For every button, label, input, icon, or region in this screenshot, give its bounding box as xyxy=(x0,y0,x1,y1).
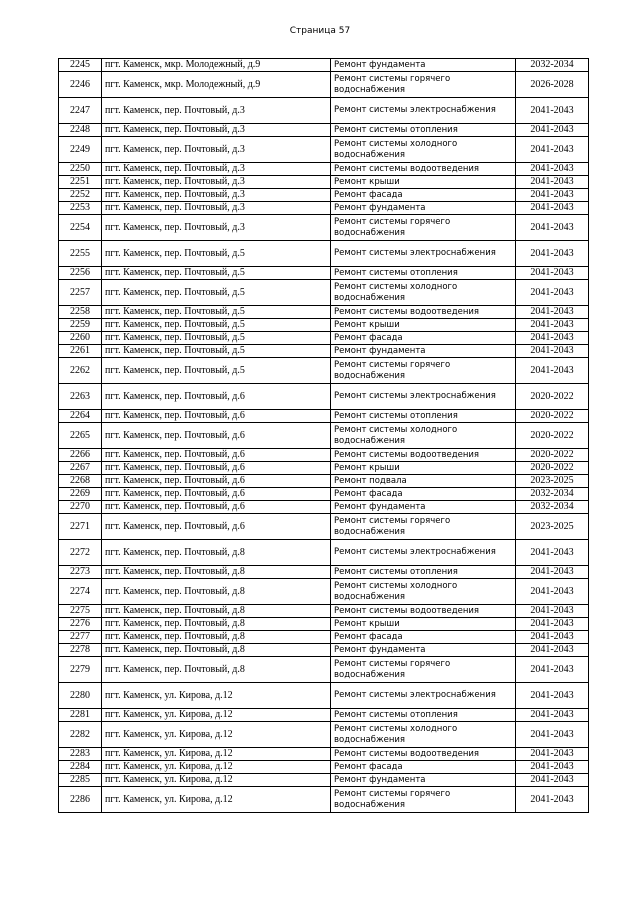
page-number-label: Страница 57 xyxy=(289,26,351,36)
work-type-cell: Ремонт системы электроснабжения xyxy=(331,98,516,124)
work-type-cell: Ремонт фундамента xyxy=(331,345,516,358)
table-row xyxy=(59,189,589,202)
row-number-cell: 2251 xyxy=(59,176,102,189)
table-row xyxy=(59,72,589,98)
address-cell: пгт. Каменск, ул. Кирова, д.12 xyxy=(102,774,331,787)
address-cell: пгт. Каменск, пер. Почтовый, д.3 xyxy=(102,124,331,137)
table-row xyxy=(59,358,589,384)
row-number-cell: 2273 xyxy=(59,566,102,579)
period-cell: 2041-2043 xyxy=(516,644,589,657)
row-number-cell: 2269 xyxy=(59,488,102,501)
row-number-cell: 2285 xyxy=(59,774,102,787)
table-row xyxy=(59,540,589,566)
period-cell: 2041-2043 xyxy=(516,761,589,774)
address-cell: пгт. Каменск, пер. Почтовый, д.6 xyxy=(102,423,331,449)
period-cell: 2041-2043 xyxy=(516,683,589,709)
work-type-cell: Ремонт системы холодного водоснабжения xyxy=(331,137,516,163)
period-cell: 2032-2034 xyxy=(516,488,589,501)
period-cell: 2020-2022 xyxy=(516,423,589,449)
period-cell: 2041-2043 xyxy=(516,722,589,748)
period-cell: 2041-2043 xyxy=(516,267,589,280)
address-cell: пгт. Каменск, пер. Почтовый, д.8 xyxy=(102,579,331,605)
period-cell: 2041-2043 xyxy=(516,748,589,761)
table-row xyxy=(59,761,589,774)
row-number-cell: 2281 xyxy=(59,709,102,722)
address-cell: пгт. Каменск, пер. Почтовый, д.5 xyxy=(102,306,331,319)
table-row xyxy=(59,501,589,514)
work-type-cell: Ремонт крыши xyxy=(331,176,516,189)
row-number-cell: 2257 xyxy=(59,280,102,306)
row-number-cell: 2267 xyxy=(59,462,102,475)
row-number-cell: 2280 xyxy=(59,683,102,709)
period-cell: 2020-2022 xyxy=(516,462,589,475)
table-row xyxy=(59,410,589,423)
row-number-cell: 2254 xyxy=(59,215,102,241)
row-number-cell: 2253 xyxy=(59,202,102,215)
period-cell: 2041-2043 xyxy=(516,241,589,267)
period-cell: 2041-2043 xyxy=(516,657,589,683)
table-row xyxy=(59,384,589,410)
row-number-cell: 2250 xyxy=(59,163,102,176)
table-row xyxy=(59,306,589,319)
table-row xyxy=(59,137,589,163)
period-cell: 2041-2043 xyxy=(516,774,589,787)
period-cell: 2041-2043 xyxy=(516,176,589,189)
work-type-cell: Ремонт системы водоотведения xyxy=(331,449,516,462)
work-type-cell: Ремонт системы горячего водоснабжения xyxy=(331,72,516,98)
address-cell: пгт. Каменск, пер. Почтовый, д.5 xyxy=(102,280,331,306)
address-cell: пгт. Каменск, пер. Почтовый, д.8 xyxy=(102,644,331,657)
period-cell: 2041-2043 xyxy=(516,280,589,306)
period-cell: 2041-2043 xyxy=(516,202,589,215)
period-cell: 2041-2043 xyxy=(516,98,589,124)
period-cell: 2032-2034 xyxy=(516,59,589,72)
period-cell: 2023-2025 xyxy=(516,475,589,488)
period-cell: 2041-2043 xyxy=(516,540,589,566)
work-type-cell: Ремонт фасада xyxy=(331,761,516,774)
row-number-cell: 2279 xyxy=(59,657,102,683)
period-cell: 2041-2043 xyxy=(516,358,589,384)
address-cell: пгт. Каменск, пер. Почтовый, д.8 xyxy=(102,540,331,566)
address-cell: пгт. Каменск, ул. Кирова, д.12 xyxy=(102,709,331,722)
table-row xyxy=(59,124,589,137)
work-type-cell: Ремонт фундамента xyxy=(331,644,516,657)
work-type-cell: Ремонт фундамента xyxy=(331,59,516,72)
row-number-cell: 2260 xyxy=(59,332,102,345)
address-cell: пгт. Каменск, пер. Почтовый, д.3 xyxy=(102,163,331,176)
period-cell: 2032-2034 xyxy=(516,501,589,514)
table-row xyxy=(59,657,589,683)
period-cell: 2041-2043 xyxy=(516,605,589,618)
table-row xyxy=(59,722,589,748)
table-body xyxy=(59,59,589,813)
address-cell: пгт. Каменск, пер. Почтовый, д.3 xyxy=(102,189,331,202)
period-cell: 2041-2043 xyxy=(516,306,589,319)
table-row xyxy=(59,449,589,462)
work-type-cell: Ремонт системы отопления xyxy=(331,410,516,423)
address-cell: пгт. Каменск, пер. Почтовый, д.5 xyxy=(102,241,331,267)
address-cell: пгт. Каменск, ул. Кирова, д.12 xyxy=(102,683,331,709)
work-type-cell: Ремонт фасада xyxy=(331,631,516,644)
address-cell: пгт. Каменск, ул. Кирова, д.12 xyxy=(102,761,331,774)
work-type-cell: Ремонт системы холодного водоснабжения xyxy=(331,423,516,449)
work-type-cell: Ремонт системы горячего водоснабжения xyxy=(331,657,516,683)
repair-schedule-table xyxy=(58,58,589,813)
work-type-cell: Ремонт системы горячего водоснабжения xyxy=(331,358,516,384)
table-row xyxy=(59,241,589,267)
work-type-cell: Ремонт системы электроснабжения xyxy=(331,241,516,267)
row-number-cell: 2245 xyxy=(59,59,102,72)
row-number-cell: 2264 xyxy=(59,410,102,423)
row-number-cell: 2282 xyxy=(59,722,102,748)
row-number-cell: 2249 xyxy=(59,137,102,163)
table-row xyxy=(59,319,589,332)
work-type-cell: Ремонт системы холодного водоснабжения xyxy=(331,280,516,306)
address-cell: пгт. Каменск, пер. Почтовый, д.6 xyxy=(102,514,331,540)
work-type-cell: Ремонт крыши xyxy=(331,462,516,475)
address-cell: пгт. Каменск, пер. Почтовый, д.8 xyxy=(102,605,331,618)
work-type-cell: Ремонт системы холодного водоснабжения xyxy=(331,579,516,605)
table-row xyxy=(59,748,589,761)
address-cell: пгт. Каменск, мкр. Молодежный, д.9 xyxy=(102,59,331,72)
address-cell: пгт. Каменск, пер. Почтовый, д.8 xyxy=(102,631,331,644)
address-cell: пгт. Каменск, пер. Почтовый, д.6 xyxy=(102,501,331,514)
table-row xyxy=(59,202,589,215)
work-type-cell: Ремонт системы отопления xyxy=(331,124,516,137)
work-type-cell: Ремонт фасада xyxy=(331,189,516,202)
period-cell: 2041-2043 xyxy=(516,319,589,332)
period-cell: 2041-2043 xyxy=(516,709,589,722)
table-row xyxy=(59,267,589,280)
work-type-cell: Ремонт системы водоотведения xyxy=(331,748,516,761)
row-number-cell: 2271 xyxy=(59,514,102,540)
row-number-cell: 2272 xyxy=(59,540,102,566)
address-cell: пгт. Каменск, пер. Почтовый, д.3 xyxy=(102,215,331,241)
period-cell: 2041-2043 xyxy=(516,137,589,163)
work-type-cell: Ремонт системы горячего водоснабжения xyxy=(331,787,516,813)
address-cell: пгт. Каменск, мкр. Молодежный, д.9 xyxy=(102,72,331,98)
period-cell: 2041-2043 xyxy=(516,189,589,202)
work-type-cell: Ремонт фундамента xyxy=(331,774,516,787)
row-number-cell: 2284 xyxy=(59,761,102,774)
address-cell: пгт. Каменск, пер. Почтовый, д.6 xyxy=(102,449,331,462)
address-cell: пгт. Каменск, пер. Почтовый, д.5 xyxy=(102,267,331,280)
row-number-cell: 2246 xyxy=(59,72,102,98)
period-cell: 2041-2043 xyxy=(516,631,589,644)
address-cell: пгт. Каменск, ул. Кирова, д.12 xyxy=(102,722,331,748)
address-cell: пгт. Каменск, пер. Почтовый, д.6 xyxy=(102,475,331,488)
row-number-cell: 2268 xyxy=(59,475,102,488)
row-number-cell: 2275 xyxy=(59,605,102,618)
work-type-cell: Ремонт системы электроснабжения xyxy=(331,683,516,709)
row-number-cell: 2283 xyxy=(59,748,102,761)
row-number-cell: 2248 xyxy=(59,124,102,137)
work-type-cell: Ремонт крыши xyxy=(331,618,516,631)
table-row xyxy=(59,644,589,657)
row-number-cell: 2252 xyxy=(59,189,102,202)
row-number-cell: 2266 xyxy=(59,449,102,462)
period-cell: 2041-2043 xyxy=(516,215,589,241)
table-row xyxy=(59,514,589,540)
period-cell: 2041-2043 xyxy=(516,618,589,631)
table-row xyxy=(59,618,589,631)
table-row xyxy=(59,280,589,306)
address-cell: пгт. Каменск, пер. Почтовый, д.6 xyxy=(102,462,331,475)
table-row xyxy=(59,488,589,501)
period-cell: 2041-2043 xyxy=(516,566,589,579)
work-type-cell: Ремонт крыши xyxy=(331,319,516,332)
period-cell: 2020-2022 xyxy=(516,410,589,423)
row-number-cell: 2247 xyxy=(59,98,102,124)
address-cell: пгт. Каменск, пер. Почтовый, д.5 xyxy=(102,345,331,358)
row-number-cell: 2259 xyxy=(59,319,102,332)
period-cell: 2020-2022 xyxy=(516,449,589,462)
table-row xyxy=(59,774,589,787)
table-row xyxy=(59,176,589,189)
row-number-cell: 2262 xyxy=(59,358,102,384)
row-number-cell: 2258 xyxy=(59,306,102,319)
table-row xyxy=(59,787,589,813)
address-cell: пгт. Каменск, ул. Кирова, д.12 xyxy=(102,787,331,813)
work-type-cell: Ремонт подвала xyxy=(331,475,516,488)
work-type-cell: Ремонт системы водоотведения xyxy=(331,605,516,618)
row-number-cell: 2286 xyxy=(59,787,102,813)
work-type-cell: Ремонт системы водоотведения xyxy=(331,163,516,176)
address-cell: пгт. Каменск, пер. Почтовый, д.3 xyxy=(102,202,331,215)
table-row xyxy=(59,345,589,358)
address-cell: пгт. Каменск, пер. Почтовый, д.6 xyxy=(102,488,331,501)
address-cell: пгт. Каменск, ул. Кирова, д.12 xyxy=(102,748,331,761)
row-number-cell: 2277 xyxy=(59,631,102,644)
table-row xyxy=(59,215,589,241)
work-type-cell: Ремонт фасада xyxy=(331,488,516,501)
table-row xyxy=(59,332,589,345)
address-cell: пгт. Каменск, пер. Почтовый, д.6 xyxy=(102,384,331,410)
address-cell: пгт. Каменск, пер. Почтовый, д.3 xyxy=(102,98,331,124)
table-row xyxy=(59,475,589,488)
row-number-cell: 2276 xyxy=(59,618,102,631)
work-type-cell: Ремонт системы отопления xyxy=(331,267,516,280)
address-cell: пгт. Каменск, пер. Почтовый, д.8 xyxy=(102,657,331,683)
work-type-cell: Ремонт системы электроснабжения xyxy=(331,384,516,410)
work-type-cell: Ремонт фундамента xyxy=(331,202,516,215)
address-cell: пгт. Каменск, пер. Почтовый, д.5 xyxy=(102,332,331,345)
work-type-cell: Ремонт фасада xyxy=(331,332,516,345)
period-cell: 2041-2043 xyxy=(516,124,589,137)
period-cell: 2041-2043 xyxy=(516,345,589,358)
row-number-cell: 2255 xyxy=(59,241,102,267)
period-cell: 2026-2028 xyxy=(516,72,589,98)
period-cell: 2020-2022 xyxy=(516,384,589,410)
table-row xyxy=(59,683,589,709)
address-cell: пгт. Каменск, пер. Почтовый, д.3 xyxy=(102,137,331,163)
address-cell: пгт. Каменск, пер. Почтовый, д.8 xyxy=(102,618,331,631)
row-number-cell: 2274 xyxy=(59,579,102,605)
table-row xyxy=(59,566,589,579)
work-type-cell: Ремонт системы горячего водоснабжения xyxy=(331,215,516,241)
table-row xyxy=(59,579,589,605)
work-type-cell: Ремонт системы горячего водоснабжения xyxy=(331,514,516,540)
address-cell: пгт. Каменск, пер. Почтовый, д.5 xyxy=(102,319,331,332)
work-type-cell: Ремонт фундамента xyxy=(331,501,516,514)
period-cell: 2041-2043 xyxy=(516,163,589,176)
row-number-cell: 2256 xyxy=(59,267,102,280)
work-type-cell: Ремонт системы отопления xyxy=(331,566,516,579)
table-row xyxy=(59,163,589,176)
table-row xyxy=(59,423,589,449)
work-type-cell: Ремонт системы отопления xyxy=(331,709,516,722)
period-cell: 2023-2025 xyxy=(516,514,589,540)
address-cell: пгт. Каменск, пер. Почтовый, д.3 xyxy=(102,176,331,189)
table-row xyxy=(59,709,589,722)
work-type-cell: Ремонт системы водоотведения xyxy=(331,306,516,319)
period-cell: 2041-2043 xyxy=(516,332,589,345)
row-number-cell: 2278 xyxy=(59,644,102,657)
work-type-cell: Ремонт системы холодного водоснабжения xyxy=(331,722,516,748)
address-cell: пгт. Каменск, пер. Почтовый, д.5 xyxy=(102,358,331,384)
row-number-cell: 2263 xyxy=(59,384,102,410)
period-cell: 2041-2043 xyxy=(516,787,589,813)
row-number-cell: 2270 xyxy=(59,501,102,514)
row-number-cell: 2265 xyxy=(59,423,102,449)
address-cell: пгт. Каменск, пер. Почтовый, д.6 xyxy=(102,410,331,423)
table-row xyxy=(59,98,589,124)
work-type-cell: Ремонт системы электроснабжения xyxy=(331,540,516,566)
table-row xyxy=(59,631,589,644)
row-number-cell: 2261 xyxy=(59,345,102,358)
address-cell: пгт. Каменск, пер. Почтовый, д.8 xyxy=(102,566,331,579)
table-row xyxy=(59,605,589,618)
table-row xyxy=(59,59,589,72)
period-cell: 2041-2043 xyxy=(516,579,589,605)
table-row xyxy=(59,462,589,475)
